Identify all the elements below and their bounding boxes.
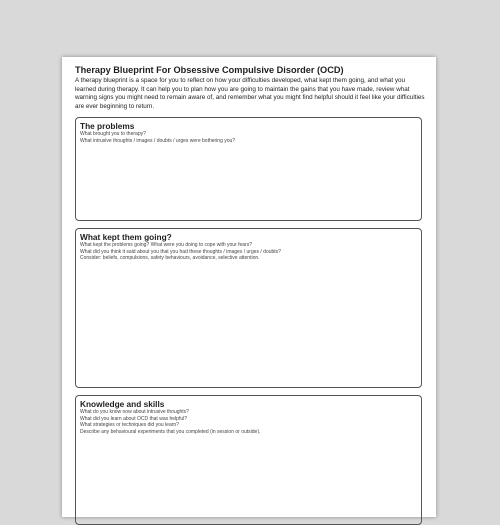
section-prompt: Describe any behavioural experiments that you completed (in session or outside). <box>80 428 261 435</box>
section-title: The problems <box>80 121 135 131</box>
section-the-problems <box>75 117 422 221</box>
section-prompt: Consider: beliefs, compulsions, safety behaviours, avoidance, selective attention. <box>80 255 260 262</box>
section-what-kept-them-going <box>75 228 422 388</box>
worksheet-title: Therapy Blueprint For Obsessive Compulsive Disorder (OCD) <box>75 65 344 75</box>
section-prompt: What did you learn about OCD that was helpful? <box>80 415 188 422</box>
section-prompt: What did you think it said about you that you had these thoughts / images / urges / doubts? <box>80 248 281 255</box>
section-prompt: What kept the problems going? What were you doing to cope with your fears? <box>80 242 253 248</box>
worksheet-intro: A therapy blueprint is a space for you to reflect on how your difficulties developed, what kept them going, and what you learned during therapy. It can help you to plan how you are going to maintain the gains that you have made, review what warning signs you might need to remain aware of, and remember what you might find helpful should it feel like your difficulties are ever beginning to return. <box>75 77 425 110</box>
section-prompt: What strategies or techniques did you learn? <box>80 422 179 429</box>
section-knowledge-and-skills <box>75 395 422 525</box>
section-prompt: What brought you to therapy? <box>80 131 146 137</box>
worksheet-page <box>62 57 436 517</box>
section-prompt: What intrusive thoughts / images / doubts / urges were bothering you? <box>80 137 236 144</box>
section-title: Knowledge and skills <box>80 399 165 409</box>
section-prompt: What do you know now about intrusive thoughts? <box>80 409 189 415</box>
section-title: What kept them going? <box>80 232 172 242</box>
